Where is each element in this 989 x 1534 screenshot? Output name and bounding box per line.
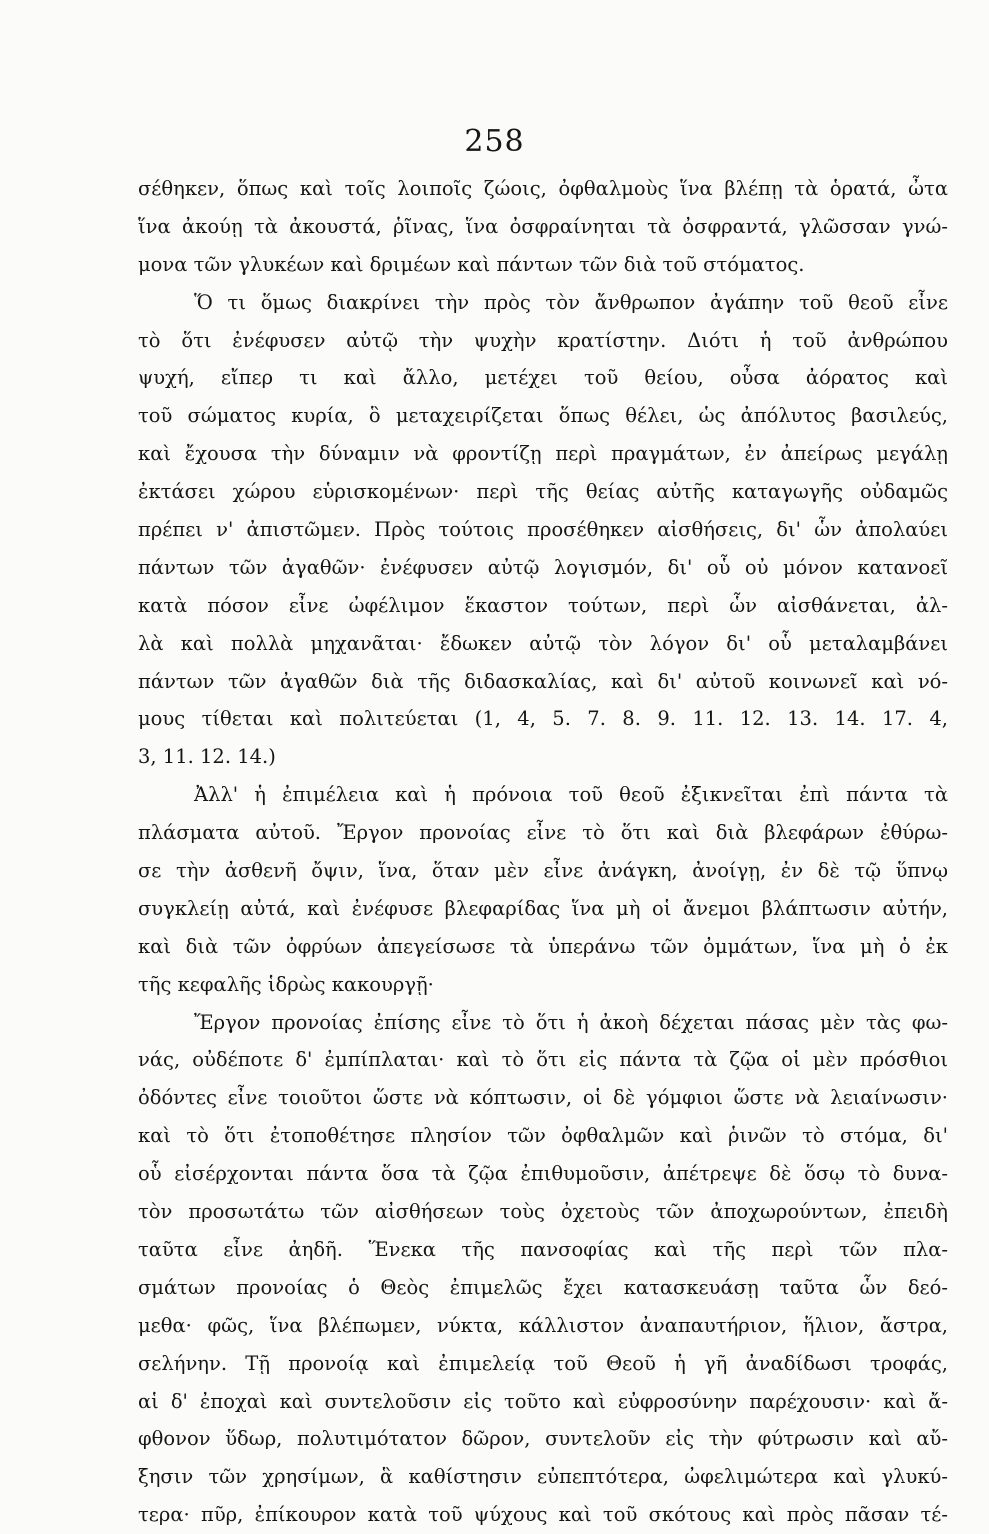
text-line: τὸν προσωτάτω τῶν αἰσθήσεων τοὺς ὀχετοὺς τῶν ἀποχωρούντων, ἐπειδὴ (138, 1200, 948, 1224)
text-line: τῆς κεφαλῆς ἱδρὼς κακουργῇ· (138, 972, 434, 996)
text-line: Ὅ τι ὅμως διακρίνει τὴν πρὸς τὸν ἄνθρωπον ἀγάπην τοῦ θεοῦ εἶνε (194, 290, 948, 314)
text-line: ἵνα ἀκούῃ τὰ ἀκουστά, ῥῖνας, ἵνα ὀσφραίνηται τὰ ὀσφραντά, γλῶσσαν γνώ- (138, 214, 948, 238)
text-line: σελήνην. Τῇ προνοίᾳ καὶ ἐπιμελείᾳ τοῦ Θεοῦ ἡ γῆ ἀναδίδωσι τροφάς, (138, 1351, 948, 1375)
text-line: Ἔργον προνοίας ἐπίσης εἶνε τὸ ὅτι ἡ ἀκοὴ δέχεται πάσας μὲν τὰς φω- (194, 1010, 948, 1034)
text-line: ψυχή, εἴπερ τι καὶ ἄλλο, μετέχει τοῦ θείου, οὖσα ἀόρατος καὶ (138, 366, 948, 390)
text-line: νάς, οὐδέποτε δ' ἐμπίπλαται· καὶ τὸ ὅτι εἰς πάντα τὰ ζῷα οἱ μὲν πρόσθιοι (138, 1048, 948, 1072)
text-line: οὗ εἰσέρχονται πάντα ὅσα τὰ ζῷα ἐπιθυμοῦσιν, ἀπέτρεψε δὲ ὅσῳ τὸ δυνα- (138, 1162, 948, 1186)
text-line: καὶ ἔχουσα τὴν δύναμιν νὰ φροντίζῃ περὶ πραγμάτων, ἐν ἀπείρως μεγάλῃ (138, 442, 948, 466)
text-line: τοῦ σώματος κυρία, ὃ μεταχειρίζεται ὅπως θέλει, ὡς ἀπόλυτος βασιλεύς, (138, 404, 948, 428)
text-line: Ἀλλ' ἡ ἐπιμέλεια καὶ ἡ πρόνοια τοῦ θεοῦ ἐξικνεῖται ἐπὶ πάντα τὰ (194, 783, 948, 807)
text-line: κατὰ πόσον εἶνε ὠφέλιμον ἕκαστον τούτων, περὶ ὧν αἰσθάνεται, ἀλ- (138, 593, 948, 617)
text-line: τὸ ὅτι ἐνέφυσεν αὐτῷ τὴν ψυχὴν κρατίστην. Διότι ἡ τοῦ ἀνθρώπου (138, 328, 948, 352)
text-line: ὀδόντες εἶνε τοιοῦτοι ὥστε νὰ κόπτωσιν, οἱ δὲ γόμφιοι ὥστε νὰ λειαίνωσιν· (138, 1086, 948, 1110)
text-line: σμάτων προνοίας ὁ Θεὸς ἐπιμελῶς ἔχει κατασκευάσῃ ταῦτα ὧν δεό- (138, 1275, 948, 1299)
text-line: μονα τῶν γλυκέων καὶ δριμέων καὶ πάντων τῶν διὰ τοῦ στόματος. (138, 252, 805, 276)
text-line: πάντων τῶν ἀγαθῶν· ἐνέφυσεν αὐτῷ λογισμόν, δι' οὗ οὐ μόνον κατανοεῖ (138, 555, 948, 579)
text-line: λὰ καὶ πολλὰ μηχανᾶται· ἔδωκεν αὐτῷ τὸν λόγον δι' οὗ μεταλαμβάνει (138, 631, 948, 655)
text-line: μους τίθεται καὶ πολιτεύεται (1, 4, 5. 7. 8. 9. 11. 12. 13. 14. 17. 4, (138, 707, 948, 731)
text-line: αἱ δ' ἐποχαὶ καὶ συντελοῦσιν εἰς τοῦτο καὶ εὐφροσύνην παρέχουσιν· καὶ ἄ- (138, 1389, 948, 1413)
text-line: 3, 11. 12. 14.) (138, 745, 276, 769)
text-line: ταῦτα εἶνε ἀηδῆ. Ἕνεκα τῆς πανσοφίας καὶ τῆς περὶ τῶν πλα- (138, 1237, 948, 1261)
text-line: συγκλείῃ αὐτά, καὶ ἐνέφυσε βλεφαρίδας ἵνα μὴ οἱ ἄνεμοι βλάπτωσιν αὐτήν, (138, 896, 948, 920)
text-line: σέθηκεν, ὅπως καὶ τοῖς λοιποῖς ζώοις, ὀφθαλμοὺς ἵνα βλέπῃ τὰ ὁρατά, ὦτα (138, 177, 948, 200)
text-line: σε τὴν ἀσθενῆ ὄψιν, ἵνα, ὅταν μὲν εἶνε ἀνάγκη, ἀνοίγῃ, ἐν δὲ τῷ ὕπνῳ (138, 859, 948, 883)
text-line: ἐκτάσει χώρου εὑρισκομένων· περὶ τῆς θείας αὐτῆς καταγωγῆς οὐδαμῶς (138, 480, 948, 504)
text-line: πάντων τῶν ἀγαθῶν διὰ τῆς διδασκαλίας, καὶ δι' αὐτοῦ κοινωνεῖ καὶ νό- (138, 669, 948, 693)
page-number: 258 (464, 124, 525, 159)
text-line: πλάσματα αὐτοῦ. Ἔργον προνοίας εἶνε τὸ ὅτι καὶ διὰ βλεφάρων ἐθύρω- (138, 821, 948, 845)
text-line: μεθα· φῶς, ἵνα βλέπωμεν, νύκτα, κάλλιστον ἀναπαυτήριον, ἥλιον, ἄστρα, (138, 1313, 948, 1337)
text-line: φθονον ὕδωρ, πολυτιμότατον δῶρον, συντελοῦν εἰς τὴν φύτρωσιν καὶ αὔ- (138, 1427, 948, 1451)
text-line: καὶ τὸ ὅτι ἐτοποθέτησε πλησίον τῶν ὀφθαλμῶν καὶ ῥινῶν τὸ στόμα, δι' (138, 1124, 948, 1148)
text-line: τερα· πῦρ, ἐπίκουρον κατὰ τοῦ ψύχους καὶ τοῦ σκότους καὶ πρὸς πᾶσαν τέ- (138, 1503, 948, 1527)
text-line: καὶ διὰ τῶν ὀφρύων ἀπεγείσωσε τὰ ὑπεράνω τῶν ὀμμάτων, ἵνα μὴ ὁ ἐκ (138, 934, 948, 958)
text-line: πρέπει ν' ἀπιστῶμεν. Πρὸς τούτοις προσέθηκεν αἰσθήσεις, δι' ὧν ἀπολαύει (138, 518, 948, 542)
text-body (138, 170, 948, 1534)
text-line: ξησιν τῶν χρησίμων, ἃ καθίστησιν εὐπεπτότερα, ὠφελιμώτερα καὶ γλυκύ- (138, 1465, 948, 1489)
